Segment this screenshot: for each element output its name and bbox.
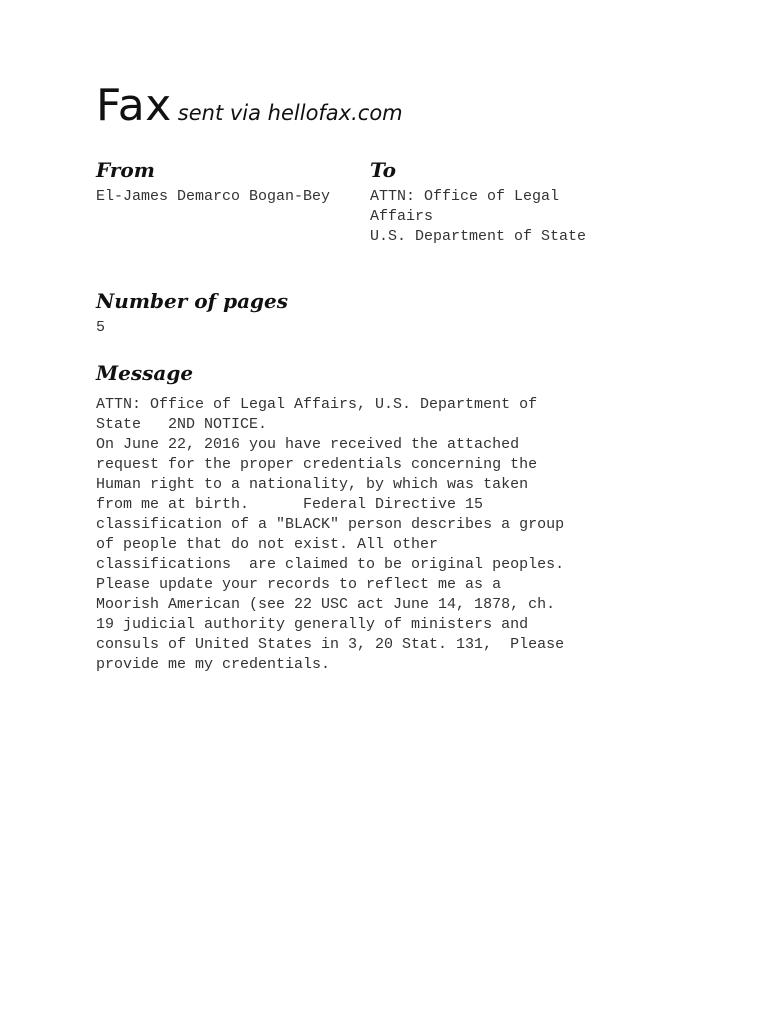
- pages-count: 5: [96, 319, 106, 336]
- to-line: U.S. Department of State: [370, 228, 587, 245]
- message-line: from me at birth. Federal Directive 15: [96, 496, 484, 513]
- from-line: El-James Demarco Bogan-Bey: [96, 188, 331, 205]
- message-line: classifications are claimed to be original peoples.: [96, 556, 565, 573]
- from-value: [96, 187, 330, 207]
- to-heading: To: [370, 158, 396, 182]
- fax-title: [96, 80, 403, 131]
- message-line: request for the proper credentials concerning the: [96, 456, 538, 473]
- pages-value: [96, 318, 105, 338]
- message-line: classification of a "BLACK" person describes a group: [96, 516, 565, 533]
- message-line: Please update your records to reflect me as a: [96, 576, 502, 593]
- message-heading: Message: [96, 361, 194, 385]
- fax-title-main: Fax: [96, 80, 172, 131]
- message-body: [96, 395, 656, 675]
- message-line: provide me my credentials.: [96, 656, 331, 673]
- pages-heading: Number of pages: [96, 289, 289, 313]
- message-line: consuls of United States in 3, 20 Stat. 131, Please: [96, 636, 565, 653]
- to-line: Affairs: [370, 208, 434, 225]
- message-line: 19 judicial authority generally of ministers and: [96, 616, 529, 633]
- message-line: On June 22, 2016 you have received the attached: [96, 436, 520, 453]
- message-line: ATTN: Office of Legal Affairs, U.S. Department of: [96, 396, 538, 413]
- to-value: [370, 187, 586, 247]
- fax-title-subtitle: sent via hellofax.com: [177, 101, 403, 125]
- to-line: ATTN: Office of Legal: [370, 188, 560, 205]
- from-heading: From: [96, 158, 155, 182]
- message-line: of people that do not exist. All other: [96, 536, 439, 553]
- message-line: State 2ND NOTICE.: [96, 416, 268, 433]
- message-line: Human right to a nationality, by which was taken: [96, 476, 529, 493]
- message-line: Moorish American (see 22 USC act June 14, 1878, ch.: [96, 596, 556, 613]
